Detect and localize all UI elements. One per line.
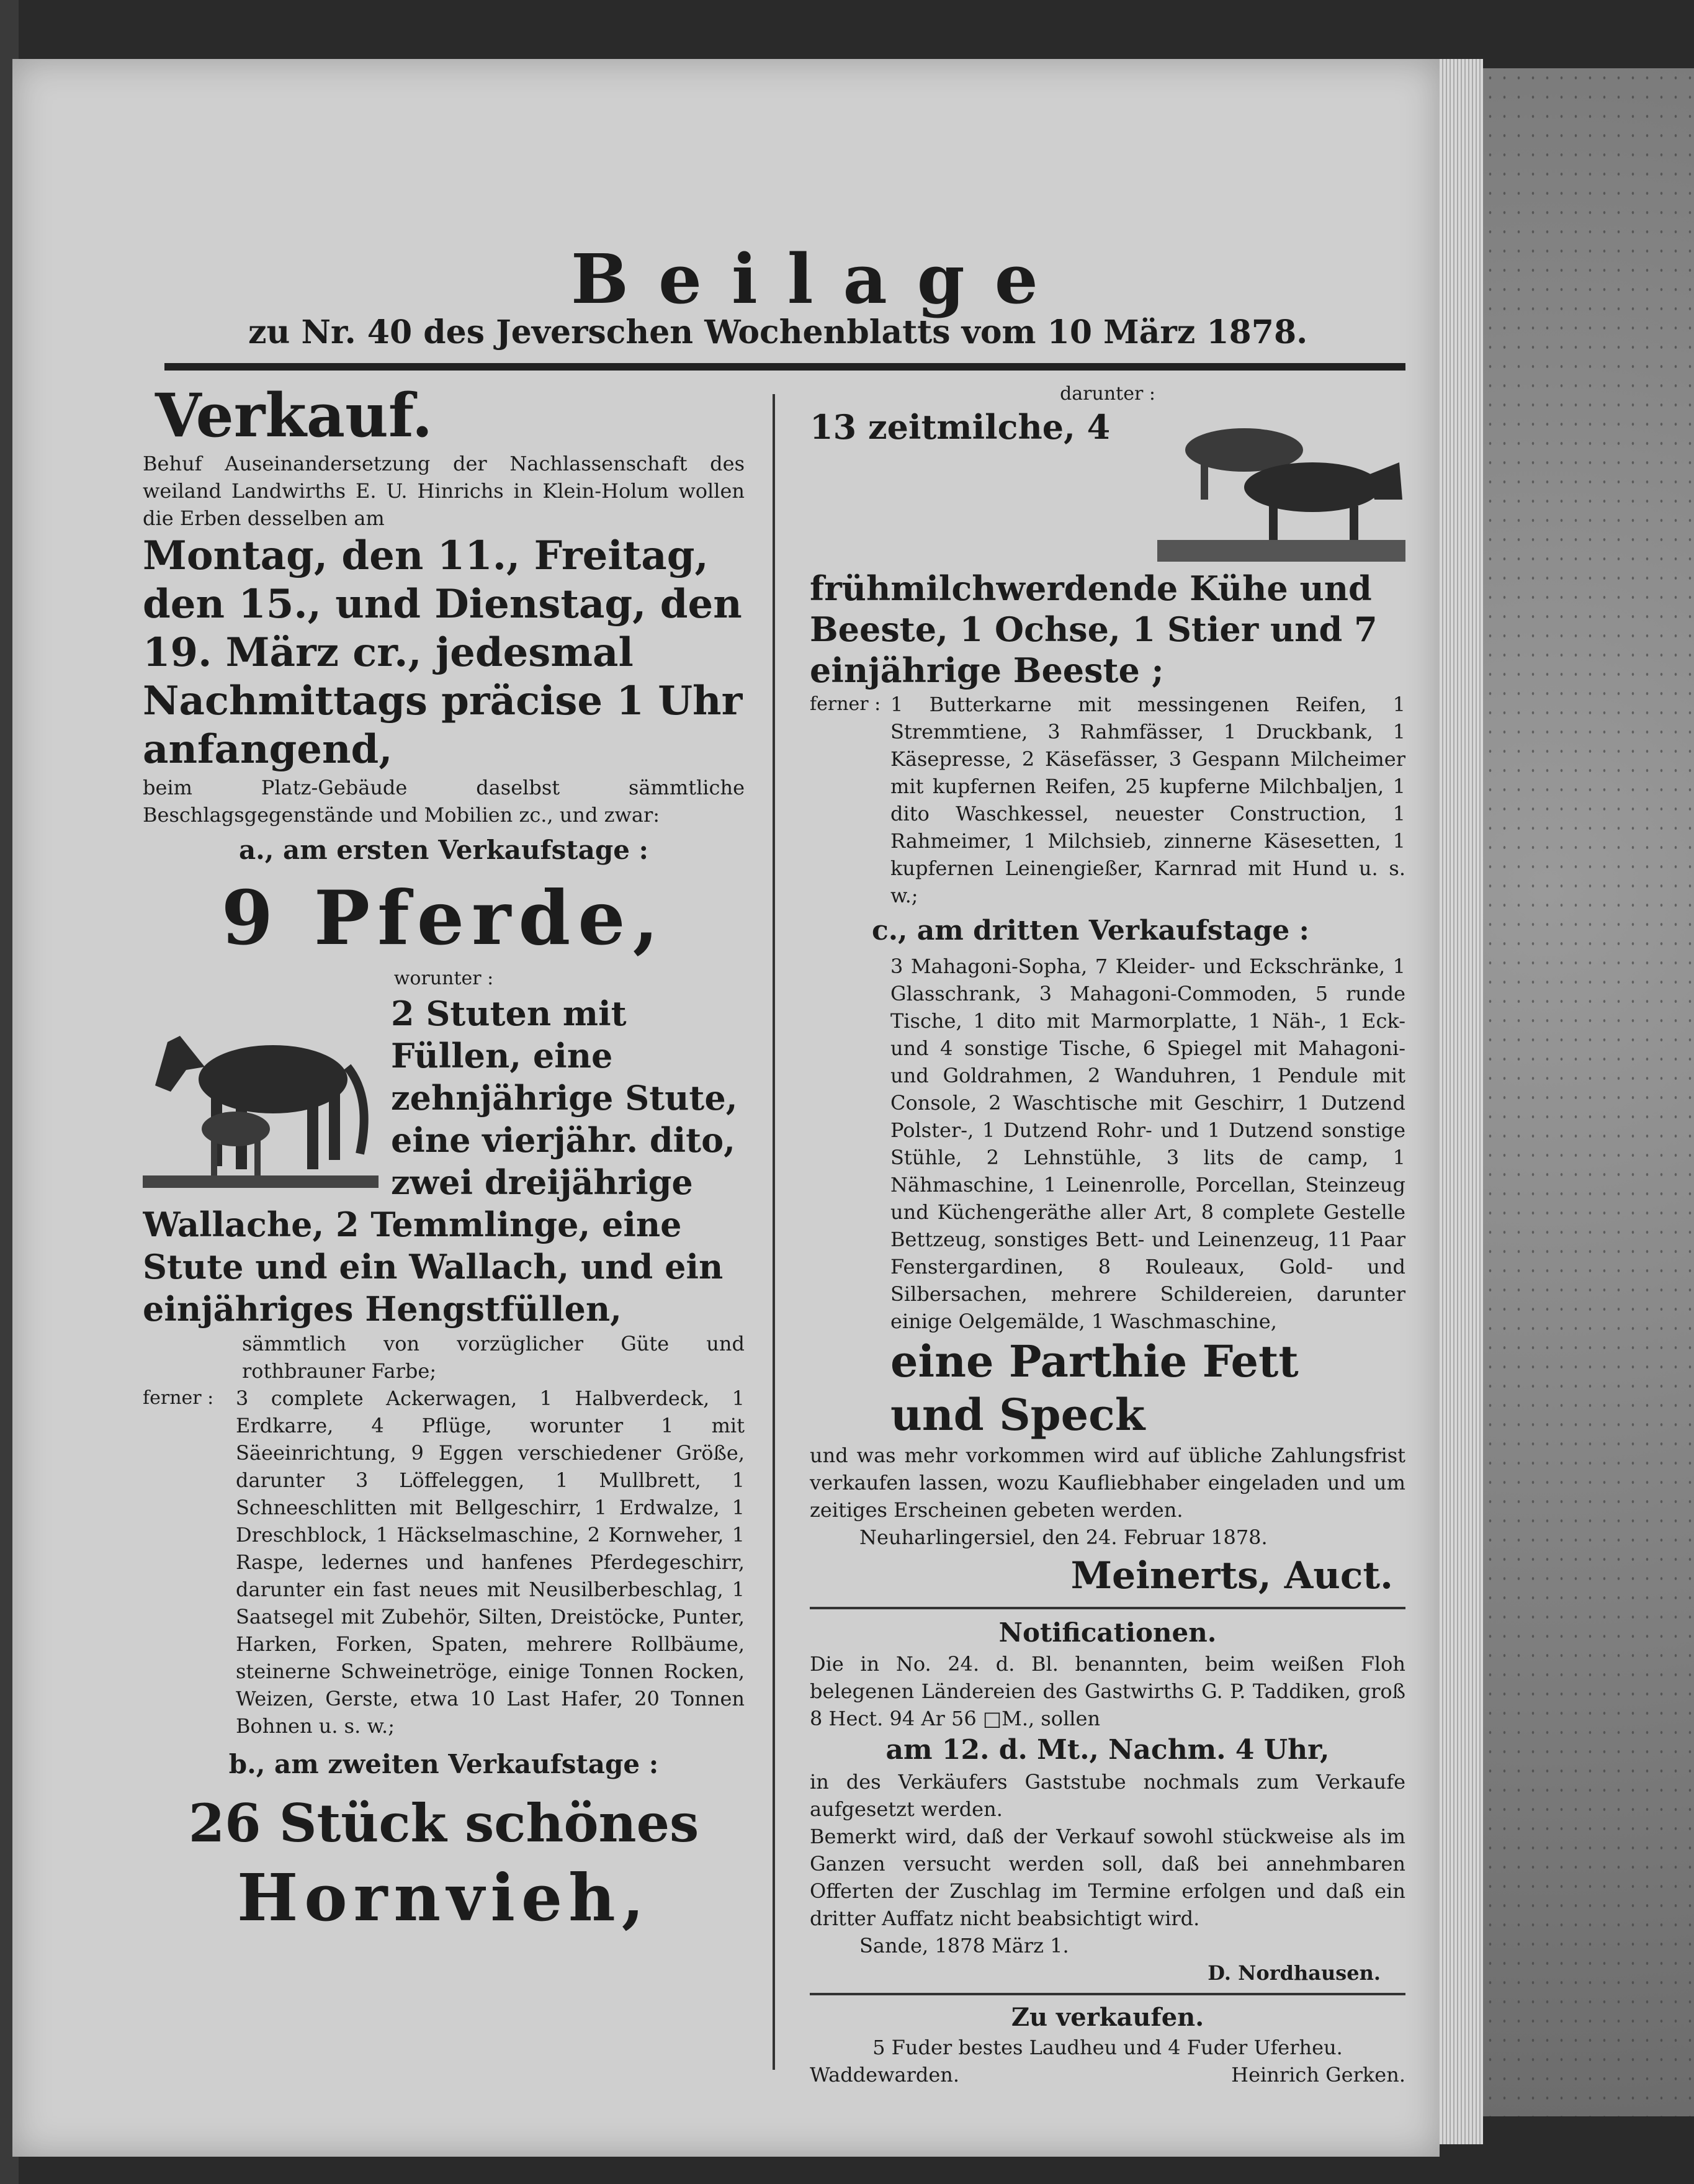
notif-text-2: in des Verkäufers Gaststube nochmals zum Verkaufe aufgesetzt werden. (810, 1770, 1405, 1821)
verkauf-heading: Verkauf. (155, 380, 433, 451)
closing-text: und was mehr vorkommen wird auf übliche Zahlungsfrist verkaufen lassen, wozu Kaufliebhaber eingeladen und um zeitiges Erscheinen gebeten werden. (810, 1444, 1405, 1522)
third-day-list: 3 Mahagoni-Sopha, 7 Kleider- und Eckschränke, 1 Glasschrank, 3 Mahagoni-Commoden, 5 runde Tische, 1 dito mit Marmorplatte, 1 Näh-, 1 Eck- und 4 sonstige Tische, 6 Spiegel mit Mahagoni- und Goldrahmen, 2 Wanduhren, 1 Pendule mit Console, 2 Waschtische mit Geschirr, 1 Dutzend Polster-, 1 Dutzend Rohr- und 1 Dutzend sonstige Stühle, 2 Lehnstühle, 3 lits de camp, 1 Nähmaschine, 1 Leinenrolle, Porcellan, Steinzeug und Küchengeräthe aller Art, 8 complete Gestelle Bettzeug, sonstiges Bett- und Leinenzeug, 11 Paar Fenstergardinen, 8 Rouleaux, Gold- und Silbersachen, mehrere Schildereien, darunter einige Oelgemälde, 1 Waschmaschine, (890, 955, 1405, 1333)
notificationen-heading: Notificationen. (998, 1617, 1217, 1648)
cover-texture (1483, 68, 1694, 2116)
partie-heading: eine Parthie Fett und Speck (890, 1336, 1299, 1440)
sale-dates: Montag, den 11., Freitag, den 15., und Dienstag, den 19. März cr., jedesmal Nachmittags präcise 1 Uhr anfangend, (143, 533, 743, 773)
day-c-label: c., am dritten Verkaufstage : (872, 915, 1309, 946)
notif-date: am 12. d. Mt., Nachm. 4 Uhr, (885, 1734, 1330, 1766)
day-a-label: a., am ersten Verkaufstage : (238, 835, 649, 865)
horses-note: sämmtlich von vorzüglicher Güte und rothbrauner Farbe; (242, 1332, 745, 1383)
sale-dateline: Neuharlingersiel, den 24. Februar 1878. (859, 1526, 1268, 1549)
sale-text: 5 Fuder bestes Laudheu und 4 Fuder Uferheu. (872, 2036, 1343, 2059)
ferner-label-left: ferner : (143, 1387, 214, 1409)
header-rule (164, 363, 1405, 371)
worunter-label: worunter : (393, 968, 494, 989)
book-cover (1483, 68, 1694, 2116)
notif-signature: D. Nordhausen. (1208, 1961, 1381, 1985)
day-b-label: b., am zweiten Verkaufstage : (228, 1749, 659, 1779)
horse-illustration-icon (143, 999, 379, 1197)
notif-rule (810, 1607, 1405, 1609)
darunter-label: darunter : (1060, 383, 1155, 405)
horses-list: 2 Stuten mit Füllen, eine zehnjährige Stute, eine vierjähr. dito, zwei dreijährige Wallache, 2 Temmlinge, eine Stute und ein Wallach, und ein einjähriges Hengstfüllen, (143, 994, 738, 1329)
left-column (143, 382, 745, 1938)
ferner-label-right: ferner : (810, 693, 881, 715)
book-page-edges (1440, 59, 1483, 2144)
place-text: beim Platz-Gebäude daselbst sämmtliche Beschlagsgegenstände und Mobilien zc., und zwar: (143, 776, 745, 827)
ferner-list-left: 3 complete Ackerwagen, 1 Halbverdeck, 1 Erdkarre, 4 Pflüge, worunter 1 mit Säeeinrichtung, 9 Eggen verschiedener Größe, darunter 3 Löffeleggen, 1 Mullbrett, 1 Schneeschlitten mit Bellgeschirr, 1 Erdwalze, 1 Dreschblock, 1 Häckselmaschine, 2 Kornweher, 1 Raspe, ledernes und hanfenes Pferdegeschirr, darunter ein fast neues mit Neusilberbeschlag, 1 Saatsegel mit Zubehör, Silten, Dreistöcke, Punter, Harken, Forken, Spaten, mehrere Rollbäume, steinerne Schweinetröge, einige Tonnen Rocken, Weizen, Gerste, etwa 10 Last Hafer, 20 Tonnen Bohnen u. s. w.; (236, 1386, 745, 1738)
notif-dateline: Sande, 1878 März 1. (859, 1934, 1069, 1957)
sale-rule (810, 1993, 1405, 1995)
ferner-list-right: 1 Butterkarne mit messingenen Reifen, 1 Stremmtiene, 3 Rahmfässer, 1 Druckbank, 1 Käsepresse, 2 Käsefässer, 3 Gespann Milcheimer mit kupfernen Reifen, 25 kupferne Milchbaljen, 1 dito Waschkessel, neuester Construction, 1 Rahmeimer, 1 Milchsieb, zinnerne Käsesetten, 1 kupfernen Leinengießer, Karnrad mit Hund u. s. w.; (890, 693, 1405, 907)
page-subtitle: zu Nr. 40 des Jeverschen Wochenblatts vom 10 März 1878. (248, 313, 1308, 351)
stueck-heading: 26 Stück schönes (188, 1792, 699, 1854)
notif-text-1: Die in No. 24. d. Bl. benannten, beim weißen Floh belegenen Ländereien des Gastwirths G. P. Taddiken, groß 8 Hect. 94 Ar 56 □M., sollen (810, 1652, 1405, 1730)
sale-signature: Heinrich Gerken. (1231, 2063, 1405, 2087)
right-column (810, 382, 1405, 2088)
newspaper-page (12, 59, 1440, 2157)
page-title: Beilage (571, 239, 1068, 319)
notif-text-3: Bemerkt wird, daß der Verkauf sowohl stückweise als im Ganzen versucht werden soll, daß bei annehmbaren Offerten der Zuschlag im Termine erfolgen und daß ein dritter Auffatz nicht beabsichtigt wird. (810, 1825, 1405, 1930)
intro-text: Behuf Auseinandersetzung der Nachlassenschaft des weiland Landwirths E. U. Hinrichs in Klein-Holum wollen die Erben desselben am (143, 452, 745, 530)
hornvieh-heading: Hornvieh, (237, 1859, 650, 1936)
cattle-list: 13 zeitmilche, 4 frühmilchwerdende Kühe und Beeste, 1 Ochse, 1 Stier und 7 einjährige Beeste ; (810, 407, 1378, 690)
cattle-illustration-icon (1157, 407, 1405, 568)
pferde-heading: 9 Pferde, (221, 874, 666, 962)
column-divider (773, 394, 775, 2070)
sale-place: Waddewarden. (810, 2063, 960, 2087)
auctioneer-signature: Meinerts, Auct. (1070, 1554, 1393, 1598)
zu-verkaufen-heading: Zu verkaufen. (1011, 2003, 1204, 2032)
